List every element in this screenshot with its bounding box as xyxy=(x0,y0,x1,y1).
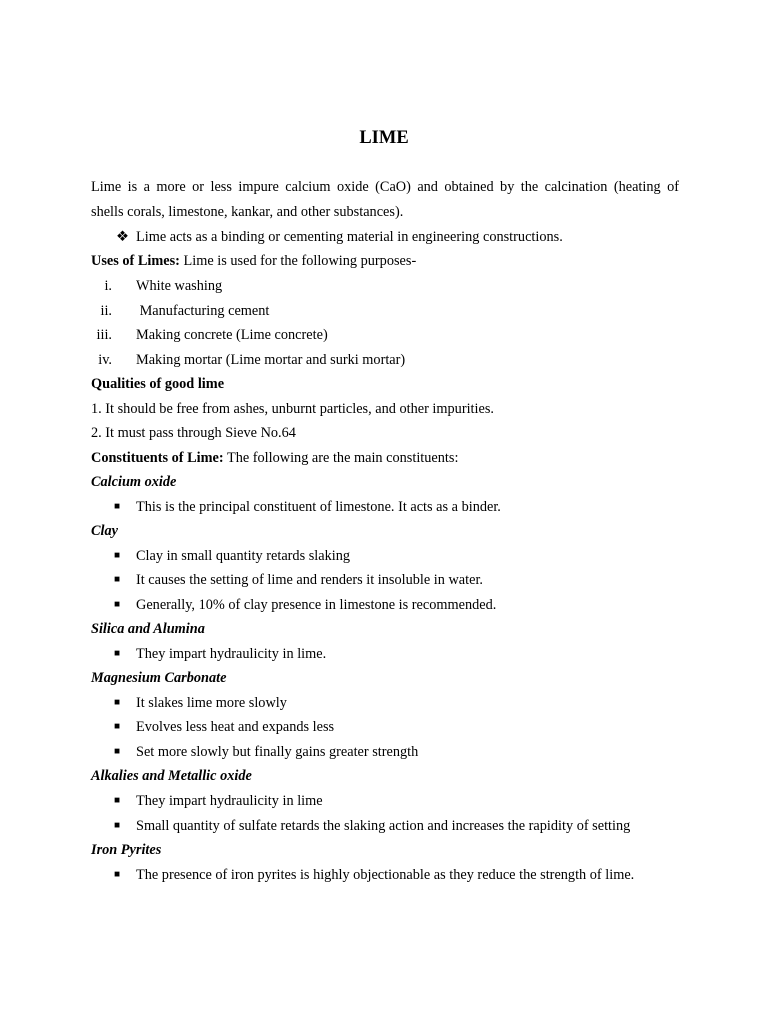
list-item: They impart hydraulicity in lime. xyxy=(136,646,327,662)
constituent-heading: Clay xyxy=(91,523,119,539)
roman-numeral: iii. xyxy=(96,327,112,343)
square-bullet-icon: ■ xyxy=(114,501,121,512)
square-bullet-icon: ■ xyxy=(114,746,121,757)
list-item: Clay in small quantity retards slaking xyxy=(136,548,351,564)
list-item: Small quantity of sulfate retards the slaking action and increases the rapidity of setting xyxy=(136,818,631,834)
constituents-line xyxy=(91,449,458,467)
list-item: Making concrete (Lime concrete) xyxy=(136,327,328,343)
square-bullet-icon: ■ xyxy=(114,697,121,708)
list-item: They impart hydraulicity in lime xyxy=(136,793,323,809)
list-item: Making mortar (Lime mortar and surki mortar) xyxy=(136,352,406,368)
qualities-item: 1. It should be free from ashes, unburnt particles, and other impurities. xyxy=(91,401,494,417)
constituent-heading: Magnesium Carbonate xyxy=(91,670,227,686)
intro-line-1: Lime is a more or less impure calcium oxide (CaO) and obtained by the calcination (heating of xyxy=(91,179,679,195)
square-bullet-icon: ■ xyxy=(114,574,121,585)
constituent-heading: Alkalies and Metallic oxide xyxy=(91,768,252,784)
square-bullet-icon: ■ xyxy=(114,648,121,659)
uses-line xyxy=(91,252,416,270)
intro-bullet: Lime acts as a binding or cementing material in engineering constructions. xyxy=(136,229,563,245)
list-item: It causes the setting of lime and renders it insoluble in water. xyxy=(136,572,484,588)
constituents-heading: Constituents of Lime: xyxy=(91,450,224,466)
list-item: The presence of iron pyrites is highly objectionable as they reduce the strength of lime. xyxy=(136,867,635,883)
list-item: It slakes lime more slowly xyxy=(136,695,287,711)
constituent-heading: Silica and Alumina xyxy=(91,621,205,637)
square-bullet-icon: ■ xyxy=(114,869,121,880)
list-item: Set more slowly but finally gains greater strength xyxy=(136,744,419,760)
square-bullet-icon: ■ xyxy=(114,550,121,561)
qualities-item: 2. It must pass through Sieve No.64 xyxy=(91,425,296,441)
roman-numeral: iv. xyxy=(98,352,112,368)
square-bullet-icon: ■ xyxy=(114,820,121,831)
qualities-heading: Qualities of good lime xyxy=(91,376,225,392)
constituent-heading: Calcium oxide xyxy=(91,474,177,490)
list-item: White washing xyxy=(136,278,223,294)
uses-text: Lime is used for the following purposes- xyxy=(179,253,417,269)
diamond-star-bullet-icon: ❖ xyxy=(116,229,129,245)
constituents-text: The following are the main constituents: xyxy=(223,450,459,466)
list-item: Generally, 10% of clay presence in limestone is recommended. xyxy=(136,597,497,613)
uses-heading: Uses of Limes: xyxy=(91,253,180,269)
page-title: LIME xyxy=(359,128,409,148)
intro-line-2: shells corals, limestone, kankar, and other substances). xyxy=(91,204,404,220)
square-bullet-icon: ■ xyxy=(114,795,121,806)
roman-numeral: i. xyxy=(104,278,112,294)
roman-numeral: ii. xyxy=(100,303,112,319)
list-item: Evolves less heat and expands less xyxy=(136,719,335,735)
list-item: This is the principal constituent of limestone. It acts as a binder. xyxy=(136,499,501,515)
square-bullet-icon: ■ xyxy=(114,599,121,610)
constituent-heading: Iron Pyrites xyxy=(91,842,162,858)
list-item: Manufacturing cement xyxy=(136,303,270,319)
square-bullet-icon: ■ xyxy=(114,721,121,732)
